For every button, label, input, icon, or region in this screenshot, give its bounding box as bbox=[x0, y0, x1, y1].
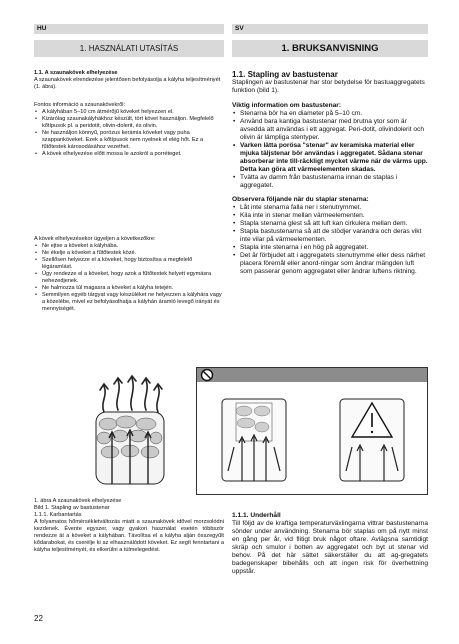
list-item: • Úgy rendezze el a köveket, hogy azok a fűtőtestek helyett egymásra nehezedjenek. bbox=[34, 271, 224, 285]
list-item: • Ne használjon könnyű, porózus kerámia köveket vagy puha szappanköveket. Ezek a kőtípusok nem nyelnek el elég hőt. Ez a fűtőtestek károsodásához vezethet. bbox=[34, 130, 224, 151]
list-item: • Ne ejtse a köveket a kályhába. bbox=[34, 243, 224, 250]
rules-title-sv: Observera följande när du staplar stenarna: bbox=[232, 196, 369, 203]
info-title-hu: Fontos információ a szaunakövekről: bbox=[34, 102, 126, 108]
stone-stacking-figure-incorrect bbox=[196, 367, 428, 495]
list-item: • Stapla bastustenarna så att de stödjer varandra och deras vikt inte vilar på värmeelementen. bbox=[232, 228, 428, 244]
info-list-sv bbox=[232, 110, 428, 190]
figure-caption-sv: Bild 1. Stapling av bastustenar bbox=[34, 505, 110, 511]
rules-list-sv bbox=[232, 204, 428, 276]
section-title-hu: 1. HASZNÁLATI UTASÍTÁS bbox=[34, 40, 224, 57]
list-item: • Kila inte in stenar mellan värmeelementen. bbox=[232, 212, 428, 220]
list-item: • Ne halmozza túl magasra a köveket a kályha tetején. bbox=[34, 285, 224, 292]
list-item: • Szellősen helyezze el a köveket, hogy biztosítsa a megfelelő légáramlást. bbox=[34, 257, 224, 271]
list-item: • Stapla stenarna glest så att luft kan cirkulera mellan dem. bbox=[232, 220, 428, 228]
page-number: 22 bbox=[34, 614, 43, 623]
stone-stacking-figure-correct bbox=[90, 372, 170, 490]
list-item: • Semmilyen egyéb tárgyat vagy készüléket ne helyezzen a kályhára vagy a közelébe, mivel ez befolyásolhatja a kályhán áramló levegő irányát és mennyiségét. bbox=[34, 292, 224, 313]
section-title-sv: 1. BRUKSANVISNING bbox=[232, 40, 428, 57]
list-item: • Stenarna bör ha en diameter på 5–10 cm. bbox=[232, 110, 428, 118]
list-item: • A kövek elhelyezése előtt mossa le azokról a porréteget. bbox=[34, 151, 224, 158]
intro-text-hu: A szaunakövek elrendezése jelentősen befolyásolja a kályha teljesítményét (1. ábra). bbox=[34, 77, 221, 90]
figure-caption bbox=[34, 498, 121, 512]
list-item: • Det är förbjudet att i aggregatets stenutrymme eller dess närhet placera föremål eller anord-ningar som ändrar mängden luft som passerar genom aggregatet eller ändrar luftens riktning. bbox=[232, 252, 428, 276]
info-list-hu bbox=[34, 109, 224, 158]
maintenance-title-sv: 1.1.1. Underhåll bbox=[232, 512, 281, 519]
column-hu-rules bbox=[34, 236, 224, 313]
language-label-hu: HU bbox=[34, 24, 224, 34]
maintenance-text-sv: Till följd av de kraftiga temperaturväxlingarna vittrar bastustenarna sönder under användning. Stenarna bör staplas om på nytt minst en gång per år, vid flitigt bruk något oftare. Avlägsna samtidigt skräp och smulor i botten av aggregatet och byt ut stenar vid behov. På det här sättet säkerställer du att ag-gregatets badegenskaper bibehålls och att ingen risk för överhettning uppstår. bbox=[232, 520, 428, 575]
list-item: • Ne ékelje a köveket a fűtőtestek közé. bbox=[34, 250, 224, 257]
list-item: • A kályhában 5–10 cm átmérőjű köveket helyezzen el. bbox=[34, 109, 224, 116]
maintenance-text-hu: A folyamatos hőmérsékletváltozás miatt a szaunakövek idővel morzsolódni kezdenek. Évente egyszer, vagy gyakori használat esetén többször rendezze át a köveket a kályhában. Távolítsa el a kályha alján összegyűlt kődarabokat, és cserélje ki az elhasználódott köveket. Ez segít fenntartani a kályha teljesítményét, és elkerülni a túlmelegedést. bbox=[34, 519, 224, 553]
intro-text-sv: Staplingen av bastustenar har stor betydelse för bastuaggregatets funktion (bild 1). bbox=[232, 79, 425, 94]
maintenance-section-sv bbox=[232, 512, 428, 576]
subsection-title-hu: 1.1. A szaunakövek elhelyezése bbox=[34, 70, 118, 76]
rules-title-hu: A kövek elhelyezésekor ügyeljen a következőkre: bbox=[34, 236, 156, 242]
prohibited-icon bbox=[202, 370, 213, 381]
column-hu-top bbox=[34, 70, 224, 158]
maintenance-title-hu: 1.1.1. Karbantartás bbox=[34, 512, 82, 518]
list-item: • Kizárólag szaunakályhákhoz készült, tört követ használjon. Megfelelő kőtípusok pl. a peridotit, olivin-dolerit, és olivin. bbox=[34, 116, 224, 130]
list-item: • Tvätta av damm från bastustenarna innan de staplas i aggregatet. bbox=[232, 174, 428, 190]
maintenance-section-hu bbox=[34, 512, 224, 554]
column-sv-top bbox=[232, 70, 428, 276]
language-label-sv: SV bbox=[232, 24, 428, 34]
list-item: • Varken lätta porösa "stenar" av keramiska material eller mjuka täljstenar bör användas i aggregatet. Sådana stenar absorberar inte till-räckligt mycket värme när de värms upp. Detta kan göra att värmeelementen skadas. bbox=[232, 142, 428, 174]
rules-list-hu bbox=[34, 243, 224, 313]
figure-caption-hu: 1. ábra A szaunakövek elhelyezése bbox=[34, 498, 122, 504]
list-item: • Låt inte stenarna falla ner i stenutrymmet. bbox=[232, 204, 428, 212]
list-item: • Stapla inte stenarna i en hög på aggregatet. bbox=[232, 244, 428, 252]
list-item: • Använd bara kantiga bastustenar med brutna ytor som är avsedda att användas i ett aggregat. Peri-dotit, olivindolerit och olivin är lämpliga stentyper. bbox=[232, 118, 428, 142]
info-title-sv: Viktig information om bastustenar: bbox=[232, 102, 342, 109]
subsection-title-sv: 1.1. Stapling av bastustenar bbox=[232, 70, 338, 79]
